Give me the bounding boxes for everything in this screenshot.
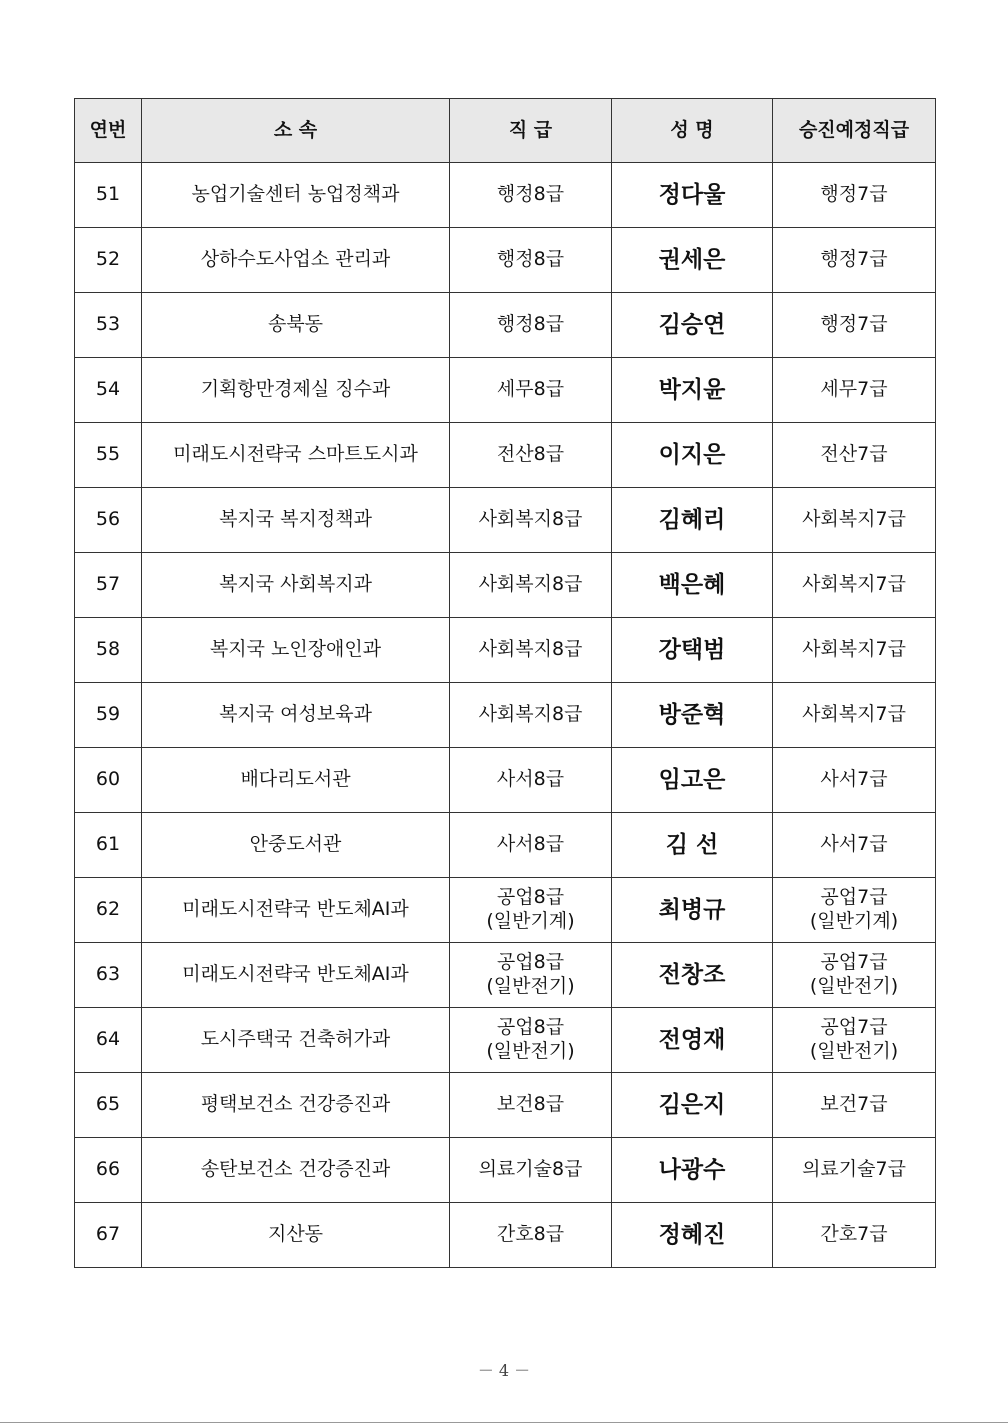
cell-rank-text: 공업8급 xyxy=(496,951,565,974)
cell-dept xyxy=(142,1138,450,1203)
table-row xyxy=(75,1203,936,1268)
cell-promo-text: 의료기술7급 xyxy=(802,1158,906,1181)
cell-name-text: 정다울 xyxy=(658,181,726,208)
cell-promo xyxy=(773,943,936,1008)
cell-promo xyxy=(773,553,936,618)
cell-name xyxy=(612,293,773,358)
cell-dept-text: 지산동 xyxy=(267,1223,324,1246)
cell-name-text: 정혜진 xyxy=(658,1221,726,1248)
cell-dept-text: 미래도시전략국 반도체AI과 xyxy=(182,898,409,921)
cell-rank xyxy=(450,813,612,878)
cell-rank-text: 간호8급 xyxy=(496,1223,565,1246)
cell-dept xyxy=(142,293,450,358)
cell-name xyxy=(612,1138,773,1203)
cell-rank-text: 사회복지8급 xyxy=(478,573,583,596)
table-row xyxy=(75,293,936,358)
cell-no xyxy=(75,358,142,423)
cell-promo xyxy=(773,748,936,813)
cell-dept xyxy=(142,358,450,423)
cell-name xyxy=(612,1203,773,1268)
cell-rank-text: 공업8급 xyxy=(496,886,565,909)
cell-rank xyxy=(450,553,612,618)
cell-name xyxy=(612,813,773,878)
cell-rank-subtext: (일반전기) xyxy=(486,1040,575,1062)
table-row xyxy=(75,813,936,878)
table-row xyxy=(75,943,936,1008)
cell-no xyxy=(75,228,142,293)
table-row xyxy=(75,748,936,813)
cell-no-text: 61 xyxy=(95,833,121,856)
cell-no xyxy=(75,1008,142,1073)
cell-promo xyxy=(773,813,936,878)
table-row xyxy=(75,228,936,293)
cell-rank-text: 세무8급 xyxy=(496,378,565,401)
table-row xyxy=(75,618,936,683)
cell-no-text: 57 xyxy=(95,573,121,596)
cell-dept xyxy=(142,423,450,488)
cell-dept xyxy=(142,748,450,813)
cell-name-text: 백은혜 xyxy=(658,571,726,598)
cell-promo-text: 공업7급 xyxy=(820,951,888,974)
cell-name xyxy=(612,553,773,618)
cell-name-text: 김은지 xyxy=(658,1091,726,1118)
cell-no xyxy=(75,163,142,228)
cell-dept xyxy=(142,683,450,748)
table-row xyxy=(75,423,936,488)
cell-promo-text: 공업7급 xyxy=(820,886,888,909)
cell-promo-text: 세무7급 xyxy=(820,378,888,401)
cell-no-text: 56 xyxy=(95,508,121,531)
cell-no xyxy=(75,488,142,553)
cell-dept xyxy=(142,228,450,293)
cell-rank xyxy=(450,358,612,423)
table-row xyxy=(75,683,936,748)
cell-promo xyxy=(773,618,936,683)
cell-rank xyxy=(450,228,612,293)
cell-promo xyxy=(773,163,936,228)
cell-promo xyxy=(773,228,936,293)
cell-no-text: 55 xyxy=(95,443,121,466)
header-no: 연번 xyxy=(75,99,142,163)
cell-no xyxy=(75,1073,142,1138)
cell-dept-text: 미래도시전략국 스마트도시과 xyxy=(173,443,418,466)
header-row xyxy=(75,99,936,163)
cell-name xyxy=(612,163,773,228)
cell-promo-text: 행정7급 xyxy=(820,183,888,206)
cell-rank xyxy=(450,1138,612,1203)
cell-dept-text: 미래도시전략국 반도체AI과 xyxy=(182,963,409,986)
cell-promo-text: 행정7급 xyxy=(820,248,888,271)
cell-name-text: 김승연 xyxy=(658,311,726,338)
cell-no-text: 62 xyxy=(95,898,121,921)
cell-name-text: 이지은 xyxy=(658,441,726,468)
cell-no xyxy=(75,1203,142,1268)
cell-dept-text: 복지국 사회복지과 xyxy=(219,573,372,596)
cell-no-text: 64 xyxy=(95,1028,121,1051)
cell-dept xyxy=(142,1203,450,1268)
cell-no xyxy=(75,553,142,618)
cell-rank-text: 행정8급 xyxy=(496,313,565,336)
cell-name-text: 박지윤 xyxy=(658,376,726,403)
cell-name xyxy=(612,1008,773,1073)
cell-dept xyxy=(142,878,450,943)
cell-name xyxy=(612,488,773,553)
cell-promo-text: 사서7급 xyxy=(820,833,888,856)
cell-no-text: 52 xyxy=(95,248,121,271)
cell-name-text: 전영재 xyxy=(658,1026,726,1053)
cell-dept xyxy=(142,813,450,878)
cell-rank xyxy=(450,488,612,553)
cell-name-text: 최병규 xyxy=(658,896,726,923)
table-row xyxy=(75,1008,936,1073)
cell-no-text: 59 xyxy=(95,703,121,726)
cell-no-text: 51 xyxy=(95,183,121,206)
cell-name xyxy=(612,423,773,488)
cell-no-text: 58 xyxy=(95,638,121,661)
cell-no xyxy=(75,423,142,488)
cell-dept xyxy=(142,488,450,553)
cell-name-text: 권세은 xyxy=(658,246,726,273)
cell-dept-text: 배다리도서관 xyxy=(240,768,351,791)
cell-promo xyxy=(773,1073,936,1138)
cell-rank-text: 사회복지8급 xyxy=(478,508,583,531)
cell-name xyxy=(612,228,773,293)
cell-promo xyxy=(773,1203,936,1268)
cell-promo xyxy=(773,1008,936,1073)
cell-rank-text: 전산8급 xyxy=(496,443,565,466)
cell-dept-text: 송탄보건소 건강증진과 xyxy=(200,1158,391,1181)
cell-name-text: 방준혁 xyxy=(658,701,726,728)
cell-name xyxy=(612,748,773,813)
cell-rank xyxy=(450,163,612,228)
cell-no-text: 65 xyxy=(95,1093,121,1116)
cell-rank-text: 사서8급 xyxy=(496,833,565,856)
cell-promo xyxy=(773,488,936,553)
cell-promo xyxy=(773,878,936,943)
cell-promo xyxy=(773,683,936,748)
cell-no-text: 53 xyxy=(95,313,121,336)
cell-rank xyxy=(450,748,612,813)
table-row xyxy=(75,1073,936,1138)
header-promo: 승진예정직급 xyxy=(773,99,936,163)
cell-no-text: 67 xyxy=(95,1223,121,1246)
table-row xyxy=(75,878,936,943)
cell-promo-text: 공업7급 xyxy=(820,1016,888,1039)
cell-name-text: 전창조 xyxy=(658,961,726,988)
cell-dept-text: 농업기술센터 농업정책과 xyxy=(191,183,400,206)
cell-promo-subtext: (일반전기) xyxy=(809,975,899,997)
cell-promo-text: 전산7급 xyxy=(820,443,888,466)
cell-promo-text: 간호7급 xyxy=(820,1223,888,1246)
table-row xyxy=(75,1138,936,1203)
promotion-table xyxy=(74,98,936,1268)
cell-no xyxy=(75,293,142,358)
cell-rank-text: 사서8급 xyxy=(496,768,565,791)
cell-no-text: 66 xyxy=(95,1158,121,1181)
cell-no-text: 63 xyxy=(95,963,121,986)
page-number: － 4 － xyxy=(477,1361,531,1380)
cell-promo-text: 사회복지7급 xyxy=(802,703,906,726)
cell-promo-subtext: (일반전기) xyxy=(809,1040,899,1062)
cell-no xyxy=(75,943,142,1008)
table-row xyxy=(75,358,936,423)
cell-name xyxy=(612,943,773,1008)
cell-dept-text: 송북동 xyxy=(267,313,324,336)
cell-promo-subtext: (일반기계) xyxy=(809,910,899,932)
cell-name-text: 김 선 xyxy=(665,831,719,858)
cell-rank-text: 사회복지8급 xyxy=(478,703,583,726)
cell-rank xyxy=(450,423,612,488)
cell-promo-text: 보건7급 xyxy=(820,1093,888,1116)
cell-name-text: 김혜리 xyxy=(658,506,726,533)
cell-no xyxy=(75,1138,142,1203)
header-rank: 직 급 xyxy=(450,99,612,163)
table-row xyxy=(75,553,936,618)
cell-dept xyxy=(142,553,450,618)
cell-no xyxy=(75,618,142,683)
cell-rank-text: 행정8급 xyxy=(496,248,565,271)
cell-promo-text: 행정7급 xyxy=(820,313,888,336)
cell-dept-text: 복지국 여성보육과 xyxy=(219,703,372,726)
cell-promo-text: 사회복지7급 xyxy=(802,573,906,596)
cell-rank xyxy=(450,1008,612,1073)
cell-no-text: 60 xyxy=(95,768,121,791)
cell-dept-text: 복지국 노인장애인과 xyxy=(209,638,382,661)
cell-rank-text: 행정8급 xyxy=(496,183,565,206)
cell-no xyxy=(75,878,142,943)
cell-no xyxy=(75,683,142,748)
cell-name xyxy=(612,618,773,683)
cell-no xyxy=(75,748,142,813)
cell-dept xyxy=(142,163,450,228)
header-name: 성 명 xyxy=(612,99,773,163)
cell-dept-text: 도시주택국 건축허가과 xyxy=(200,1028,391,1051)
cell-promo xyxy=(773,358,936,423)
cell-dept-text: 평택보건소 건강증진과 xyxy=(200,1093,391,1116)
cell-rank-text: 보건8급 xyxy=(496,1093,565,1116)
header-dept: 소 속 xyxy=(142,99,450,163)
cell-name-text: 나광수 xyxy=(658,1156,726,1183)
cell-dept-text: 복지국 복지정책과 xyxy=(219,508,372,531)
bottom-divider xyxy=(0,1422,1008,1423)
cell-dept-text: 상하수도사업소 관리과 xyxy=(200,248,391,271)
cell-promo-text: 사회복지7급 xyxy=(802,508,906,531)
cell-name xyxy=(612,683,773,748)
cell-promo xyxy=(773,1138,936,1203)
cell-name-text: 강택범 xyxy=(658,636,726,663)
cell-dept-text: 기획항만경제실 징수과 xyxy=(200,378,391,401)
cell-dept xyxy=(142,618,450,683)
cell-dept xyxy=(142,1008,450,1073)
cell-no xyxy=(75,813,142,878)
cell-rank xyxy=(450,1073,612,1138)
cell-rank-text: 의료기술8급 xyxy=(478,1158,583,1181)
cell-rank-text: 공업8급 xyxy=(496,1016,565,1039)
cell-name xyxy=(612,1073,773,1138)
cell-promo xyxy=(773,423,936,488)
cell-rank xyxy=(450,618,612,683)
cell-name-text: 임고은 xyxy=(658,766,726,793)
cell-promo-text: 사서7급 xyxy=(820,768,888,791)
cell-no-text: 54 xyxy=(95,378,121,401)
cell-dept xyxy=(142,1073,450,1138)
cell-promo-text: 사회복지7급 xyxy=(802,638,906,661)
table-row xyxy=(75,488,936,553)
cell-rank xyxy=(450,1203,612,1268)
cell-rank-subtext: (일반전기) xyxy=(486,975,575,997)
cell-rank xyxy=(450,683,612,748)
cell-rank-text: 사회복지8급 xyxy=(478,638,583,661)
cell-name xyxy=(612,358,773,423)
cell-rank xyxy=(450,878,612,943)
cell-dept xyxy=(142,943,450,1008)
cell-dept-text: 안중도서관 xyxy=(249,833,342,856)
cell-rank xyxy=(450,943,612,1008)
cell-rank xyxy=(450,293,612,358)
table-row xyxy=(75,163,936,228)
cell-rank-subtext: (일반기계) xyxy=(486,910,575,932)
cell-name xyxy=(612,878,773,943)
cell-promo xyxy=(773,293,936,358)
